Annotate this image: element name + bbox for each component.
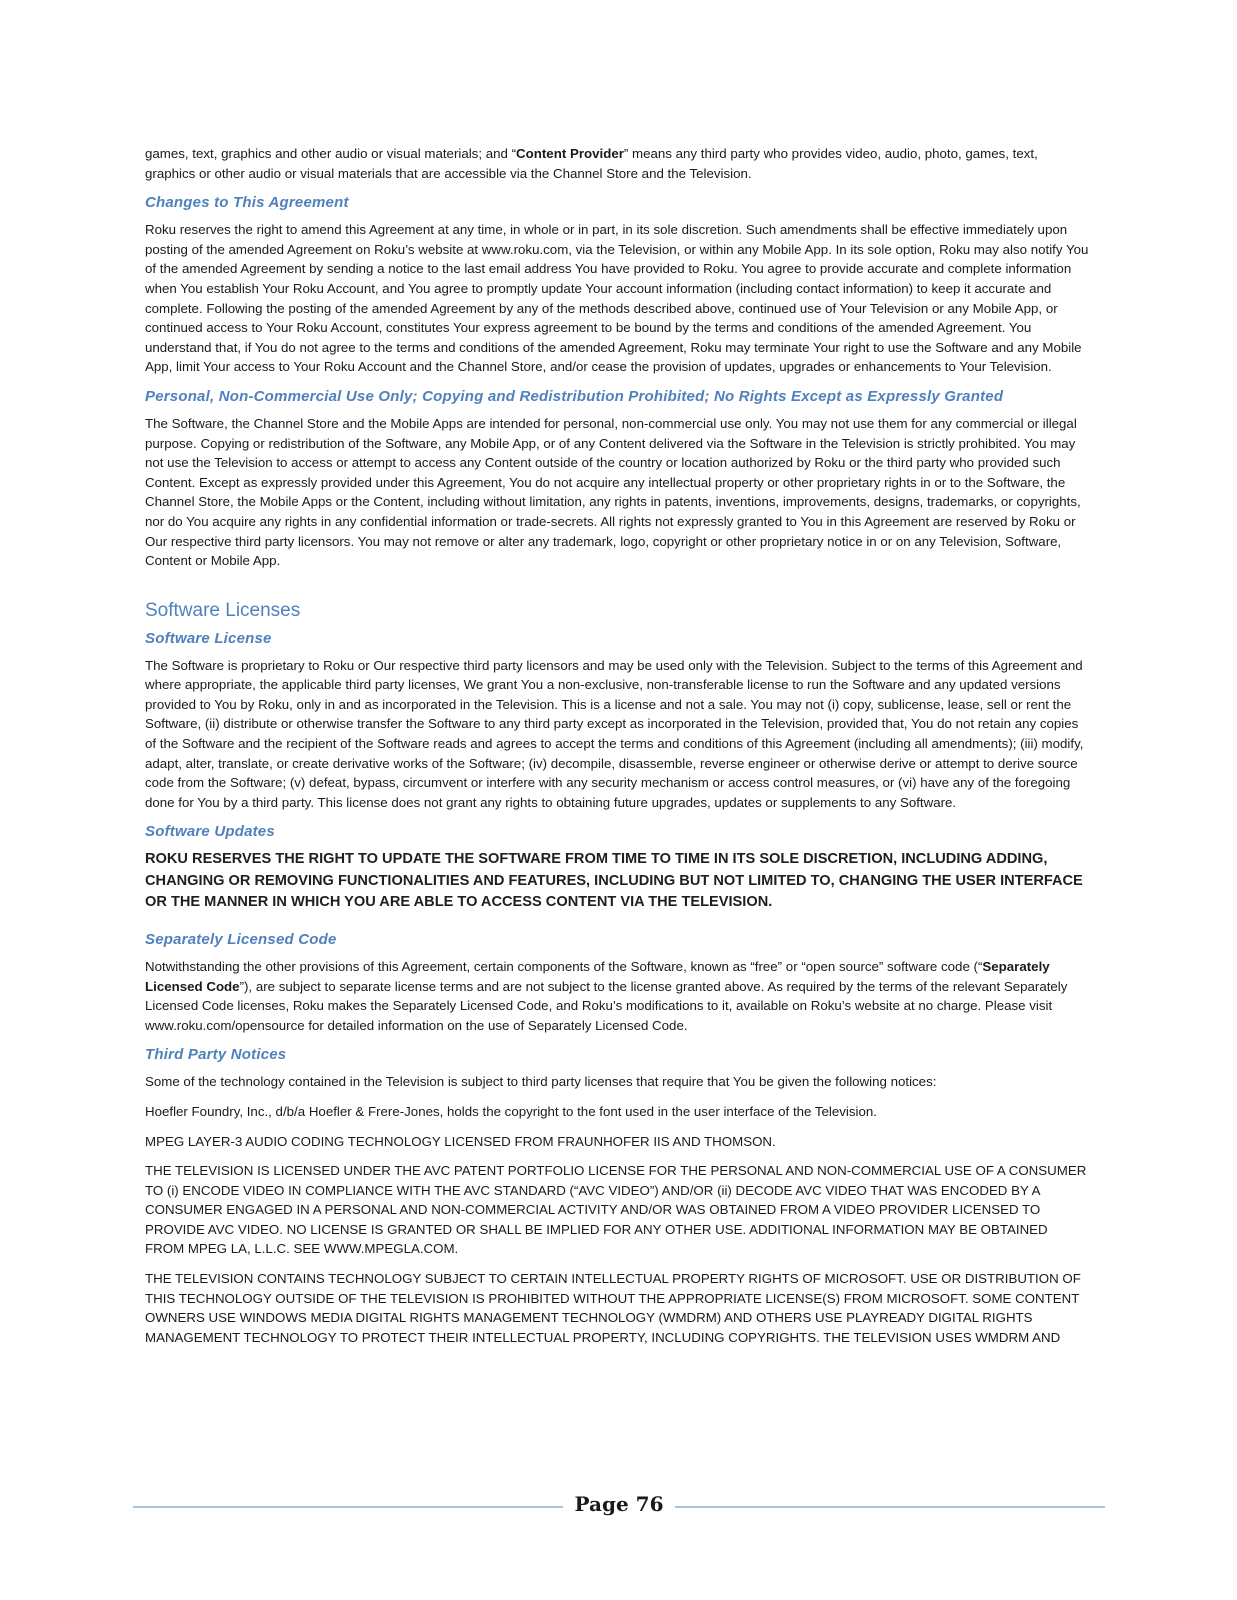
personal-use-paragraph: The Software, the Channel Store and the Mobile Apps are intended for personal, non-commercial use only. You may not use them for any commercial or illegal purpose. Copying or redistribution of the Software, any Mobile App, or of any Content delivered via the Software in the Television is strictly prohibited. You may not use the Television to access or attempt to access any Content outside of the country or location authorized by Roku or the third party who provided such Content. Except as expressly provided under this Agreement, You do not acquire any intellectual property or other proprietary rights in or to the Software, the Channel Store, the Mobile Apps or the Content, including without limitation, any rights in patents, inventions, improvements, designs, trademarks, or copyrights, nor do You acquire any rights in any confidential information or trade-secrets. All rights not expressly granted to You in this Agreement are reserved by Roku or Our respective third party licensors. You may not remove or alter any trademark, logo, copyright or other proprietary notice in or on any Television, Software, Content or Mobile App. [145, 415, 1081, 569]
separate-text-b: ”), are subject to separate license terms and are not subject to the license granted above. As required by the terms of the relevant Separately Licensed Code licenses, Roku makes the Separately Licensed Code, and Roku’s modifications to it, available on Roku’s website at no charge. Please visit www.roku.com/opensource for detailed information on the use of Separately Licensed Code. [145, 978, 1068, 1033]
software-licenses-title: Software Licenses [145, 599, 301, 621]
separately-licensed-paragraph [145, 957, 1090, 1035]
footer-rule-right [675, 1506, 1105, 1508]
third-party-heading: Third Party Notices [145, 1046, 287, 1064]
page-footer [133, 1492, 1105, 1522]
third-party-intro: Some of the technology contained in the Television is subject to third party licenses that require that You be given the following notices: [145, 1074, 937, 1090]
separate-text-a: Notwithstanding the other provisions of this Agreement, certain components of the Software, known as “free” or “open source” software code (“ [145, 958, 983, 974]
separately-licensed-heading: Separately Licensed Code [145, 930, 337, 948]
mpeg-notice: MPEG LAYER-3 AUDIO CODING TECHNOLOGY LICENSED FROM FRAUNHOFER IIS AND THOMSON. [145, 1133, 776, 1149]
intro-text-b: ” means any third party who provides video, audio, photo, games, text, graphics or other audio or visual materials that are accessible via the Channel Store and the Television. [145, 146, 1038, 181]
personal-use-heading: Personal, Non-Commercial Use Only; Copying and Redistribution Prohibited; No Rights Except as Expressly Granted [145, 387, 1004, 405]
hoefler-notice: Hoefler Foundry, Inc., d/b/a Hoefler & Frere-Jones, holds the copyright to the font used in the user interface of the Television. [145, 1103, 877, 1119]
software-license-heading: Software License [145, 629, 272, 647]
separately-licensed-term: Separately Licensed Code [145, 958, 1050, 994]
microsoft-notice: THE TELEVISION CONTAINS TECHNOLOGY SUBJECT TO CERTAIN INTELLECTUAL PROPERTY RIGHTS OF MICROSOFT. USE OR DISTRIBUTION OF THIS TECHNOLOGY OUTSIDE OF THE TELEVISION IS PROHIBITED WITHOUT THE APPROPRIATE LICENSE(S) FROM MICROSOFT. SOME CONTENT OWNERS USE WINDOWS MEDIA DIGITAL RIGHTS MANAGEMENT TECHNOLOGY (WMDRM) AND OTHERS USE PLAYREADY DIGITAL RIGHTS MANAGEMENT TECHNOLOGY TO PROTECT THEIR INTELLECTUAL PROPERTY, INCLUDING COPYRIGHTS. THE TELEVISION USES WMDRM AND [145, 1271, 1081, 1345]
content-provider-term: Content Provider [516, 146, 624, 161]
changes-heading: Changes to This Agreement [145, 194, 349, 212]
intro-paragraph [145, 144, 1090, 183]
intro-text-a: games, text, graphics and other audio or visual materials; and “ [145, 146, 517, 161]
document-body [145, 144, 1090, 1357]
changes-paragraph: Roku reserves the right to amend this Agreement at any time, in whole or in part, in its sole discretion. Such amendments shall be effective immediately upon posting of the amended Agreement on Roku’s website at www.roku.com, via the Television, or within any Mobile App. In its sole option, Roku may also notify You of the amended Agreement by sending a notice to the last email address You have provided to Roku. You agree to provide accurate and complete information when You establish Your Roku Account, and You agree to promptly update Your account information (including contact information) to keep it accurate and complete. Following the posting of the amended Agreement by any of the methods described above, continued use of Your Television or any Mobile App, or continued access to Your Roku Account, constitutes Your express agreement to be bound by the terms and conditions of the amended Agreement. You understand that, if You do not agree to the terms and conditions of the amended Agreement, Roku may terminate Your right to use the Software and any Mobile App, limit Your access to Your Roku Account and the Channel Store, and/or cease the provision of updates, upgrades or enhancements to Your Television. [145, 222, 1089, 375]
software-updates-heading: Software Updates [145, 823, 275, 841]
avc-notice: THE TELEVISION IS LICENSED UNDER THE AVC PATENT PORTFOLIO LICENSE FOR THE PERSONAL AND NON-COMMERCIAL USE OF A CONSUMER TO (i) ENCODE VIDEO IN COMPLIANCE WITH THE AVC STANDARD (“AVC VIDEO”) AND/OR (ii) DECODE AVC VIDEO THAT WAS ENCODED BY A CONSUMER ENGAGED IN A PERSONAL AND NON-COMMERCIAL ACTIVITY AND/OR WAS OBTAINED FROM A VIDEO PROVIDER LICENSED TO PROVIDE AVC VIDEO. NO LICENSE IS GRANTED OR SHALL BE IMPLIED FOR ANY OTHER USE. ADDITIONAL INFORMATION MAY BE OBTAINED FROM MPEG LA, L.L.C. SEE WWW.MPEGLA.COM. [145, 1163, 1087, 1257]
page-number: Page 76 [574, 1492, 664, 1516]
software-updates-paragraph: ROKU RESERVES THE RIGHT TO UPDATE THE SOFTWARE FROM TIME TO TIME IN ITS SOLE DISCRETION, INCLUDING ADDING, CHANGING OR REMOVING FUNCTIONALITIES AND FEATURES, INCLUDING BUT NOT LIMITED TO, CHANGING THE USER INTERFACE OR THE MANNER IN WHICH YOU ARE ABLE TO ACCESS CONTENT VIA THE TELEVISION. [145, 851, 1083, 911]
software-license-paragraph: The Software is proprietary to Roku or Our respective third party licensors and may be used only with the Television. Subject to the terms of this Agreement and where appropriate, the applicable third party licenses, We grant You a non-exclusive, non-transferable license to run the Software and any updated versions provided to You by Roku, only in and as incorporated in the Television. This is a license and not a sale. You may not (i) copy, sublicense, lease, sell or rent the Software, (ii) distribute or otherwise transfer the Software to any third party except as incorporated in the Television, provided that, You do not retain any copies of the Software and the recipient of the Software reads and agrees to accept the terms and conditions of this Agreement (including all amendments); (iii) modify, adapt, alter, translate, or create derivative works of the Software; (iv) decompile, disassemble, reverse engineer or otherwise derive or attempt to derive source code from the Software; (v) defeat, bypass, circumvent or interfere with any security mechanism or access control measures, or (vi) have any of the foregoing done for You by a third party. This license does not grant any rights to obtaining future upgrades, updates or supplements to any Software. [145, 657, 1084, 810]
